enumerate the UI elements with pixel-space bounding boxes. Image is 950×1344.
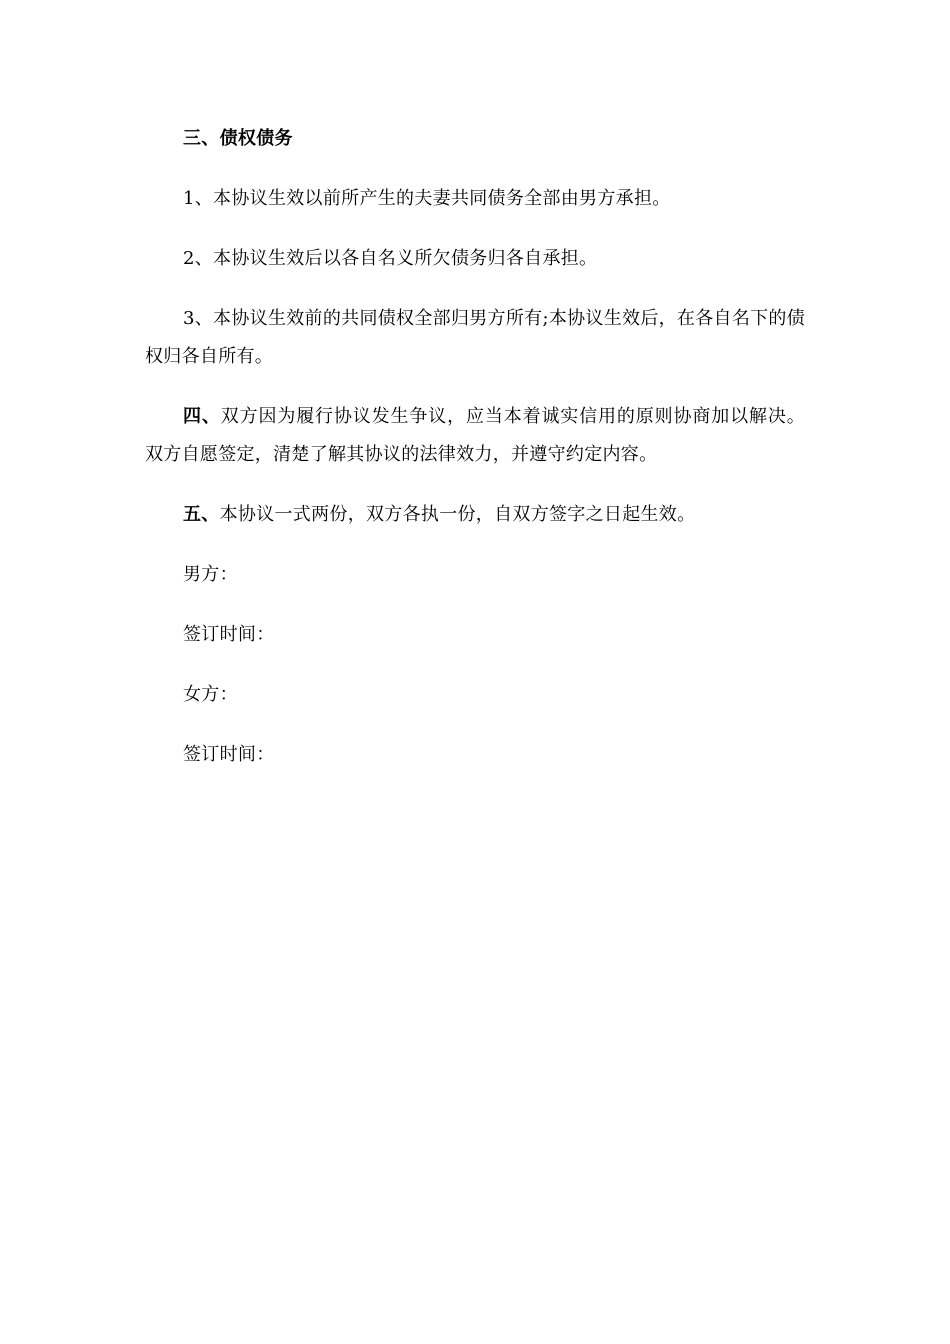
section-4-text: 双方因为履行协议发生争议，应当本着诚实信用的原则协商加以解决。双方自愿签定，清楚了解其协议的法律效力，并遵守约定内容。 — [145, 406, 805, 465]
section-3-item-3: 3、本协议生效前的共同债权全部归男方所有;本协议生效后，在各自名下的债权归各自所有。 — [145, 308, 806, 367]
male-signature-label: 男方： — [183, 564, 238, 585]
section-3-item-1: 1、本协议生效以前所产生的夫妻共同债务全部由男方承担。 — [183, 188, 671, 209]
document-body — [145, 120, 805, 796]
section-5-lead: 五、 — [183, 504, 220, 525]
male-sign-date-label: 签订时间： — [183, 624, 275, 645]
female-sign-date-label: 签订时间： — [183, 744, 275, 765]
section-5-text: 本协议一式两份，双方各执一份，自双方签字之日起生效。 — [219, 504, 696, 525]
section-4-lead: 四、 — [183, 406, 221, 427]
female-signature-label: 女方： — [183, 684, 238, 705]
section-3-heading: 三、债权债务 — [183, 128, 293, 149]
section-4-paragraph — [145, 398, 805, 474]
section-3-item-2: 2、本协议生效后以各自名义所欠债务归各自承担。 — [183, 248, 598, 269]
section-5-paragraph — [145, 496, 805, 534]
